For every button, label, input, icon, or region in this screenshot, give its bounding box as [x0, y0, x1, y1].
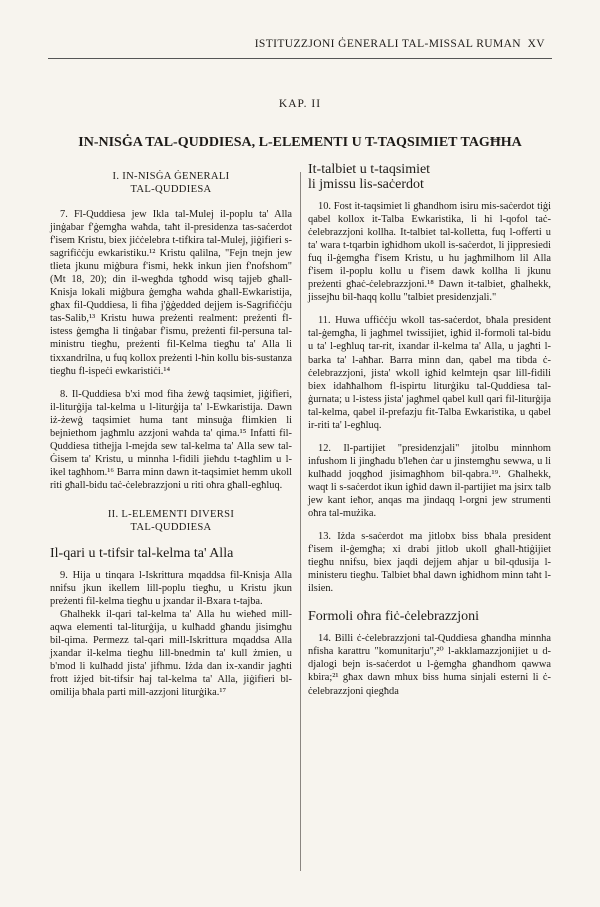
- paragraph-9a: 9. Hija u tinqara l-Iskrittura mqaddsa fil-Knisja Alla nnifsu jkun ikellem lill-poplu tiegħu, u Kristu jkun preżenti fil-kelma tiegħu u jxandar il-Bxara t-tajba.: [50, 569, 292, 608]
- paragraph-11: 11. Huwa uffiċċju wkoll tas-saċerdot, bħala president tal-ġemgħa, li jagħmel twissijiet, igħid il-formoli tal-bidu u ta' l-egħluq tar-rit, ixandar il-kelma ta' Alla, u jagħti l-barka ta' l-aħħar. Barra minn dan, qabel ma tibda ċ-ċelebrazzjoni, jista' wkoll igħid kelmtejn qsar lill-fidili biex idaħħalhom fl-ispirtu liturġiku tal-Quddiesa tal-ġurnata; u l-istess jista' jagħmel qabel kull qari fil-liturġija tal-kelma, qabel il-prefazju fit-Talba Ewkaristika, u qabel ir-riti ta' l-egħluq.: [308, 315, 551, 431]
- chapter-label: KAP. II: [278, 98, 322, 110]
- paragraph-14: 14. Billi ċ-ċelebrazzjoni tal-Quddiesa għandha minnha nfisha karattru "komunitarju",²⁰ l-akklamazzjonijiet u d-djalogi bejn is-saċerdot u l-ġemgħa għandhom qawwa kbira;²¹ għax dawn mhux biss huma sinjali esterni li ċ-ċelebrazzjoni qiegħda: [308, 633, 551, 697]
- section-heading-1: I. IN-NISĠA ĠENERALI TAL-QUDDIESA: [112, 171, 230, 195]
- chapter-title: IN-NISĠA TAL-QUDDIESA, L-ELEMENTI U T-TAQSIMIET TAGĦHA: [78, 135, 522, 150]
- right-column: [308, 162, 551, 708]
- paragraph-10: 10. Fost it-taqsimiet li għandhom isiru mis-saċerdot tiġi qabel kollox it-Talba Ewkaristika, li hi l-qofol taċ-ċelebrazzjoni kollha. It-talbiet tal-kolletta, fuq l-offerti u ta' wara t-tqarbin igħidhom ukoll is-saċerdot, li jippresiedi fuq il-ġemgħa f'isem Kristu, u hu jagħmilhom lil Alla f'isem il-poplu kollu u f'isem dawk kollha li jkunu preżenti għaċ-ċelebrazzjoni.¹⁸ Dawn it-talbiet, għalhekk, jissejħu bil-ħaqq kollu "talbiet presidenzjali.": [308, 201, 551, 304]
- subheading-reading: Il-qari u t-tifsir tal-kelma ta' Alla: [50, 545, 234, 561]
- header-rule: [48, 58, 552, 59]
- paragraph-12: 12. Il-partijiet "presidenzjali" jitolbu minnhom infushom li jingħadu b'leħen ċar u jinstemgħu sewwa, u li kulħadd joqgħod jisimagħhom bil-qabra.¹⁹. Għalhekk, waqt li s-saċerdot ikun igħid dawn il-partijiet ma jsirx talb jew kant ieħor, anqas ma jindaqq l-orgni jew strumenti oħra tal-mużika.: [308, 442, 551, 520]
- paragraph-9b: Għalhekk il-qari tal-kelma ta' Alla hu wieħed mill-aqwa elementi tal-liturġija, u kulħadd għandu jisimgħu bil-qima. Permezz tal-qari mill-Iskrittura mqaddsa Alla jxandar il-kelma tiegħu lill-bnedmin ta' kull żmien, u b'mod li kulħadd jista' jifhmu. Iżda dan ix-xandir jagħti frott iżjed bit-tifsir ħaj tal-kelma ta' Alla, jiġifieri bl-omilija bħala parti mill-azzjoni liturġika.¹⁷: [50, 609, 292, 699]
- page-number: XV: [527, 38, 545, 50]
- running-title: ISTITUZZJONI ĠENERALI TAL-MISSAL RUMAN: [254, 38, 522, 50]
- subheading-formulas: Formoli oħra fiċ-ċelebrazzjoni: [308, 609, 480, 625]
- subheading-prayers: It-talbiet u t-taqsimiet li jmissu lis-saċerdot: [308, 162, 431, 192]
- left-column: [50, 170, 292, 709]
- running-head: [250, 38, 545, 50]
- paragraph-7: 7. Fl-Quddiesa jew Ikla tal-Mulej il-poplu ta' Alla jinġabar f'ġemgħa waħda, taħt il-presidenza tas-saċerdot f'isem Kristu, biex jiċċelebra t-tifkira tal-Mulej, jiġifieri s-sagrifiċċju ewkaristiku.¹² Kristu qalilna, "Fejn tnejn jew tlieta jkunu miġbura f'ismi, hekk inkun jien f'nofshom" (Mt 18, 20); din il-wegħda tgħodd wisq tajjeb għall-Knisja lokali miġbura ġemgħa waħda għall-Ewkaristija, għax fil-Quddiesa, li fiha j'ġġedded dejjem is-Sagrifiċċju tas-Salib,¹³ Kristu huwa preżenti realment: preżenti fl-istess ġemgħa li tinġabar f'ismu, preżenti fil-persuna tal-ministru tiegħu, preżenti fil-Kelma tiegħu ta' Alla li tixxandrilna, u fuq kollox preżenti l-ħin kollu bis-sustanza tiegħu fl-ispeċi ewkaristiċi.¹⁴: [50, 209, 292, 377]
- section-heading-2: II. L-ELEMENTI DIVERSI TAL-QUDDIESA: [107, 508, 235, 533]
- column-divider: [300, 172, 301, 871]
- paragraph-13: 13. Iżda s-saċerdot ma jitlobx biss bħala president f'isem il-ġemgħa; xi drabi jitlob ukoll għall-ħtiġijiet tiegħu nnifsu, biex jaqdi dejjem aħjar u bil-qdusija l-ministeru tiegħu. Talbiet bħal dawn igħidhom minn taħt l-ilsien.: [308, 531, 551, 595]
- paragraph-8: 8. Il-Quddiesa b'xi mod fiha żewġ taqsimiet, jiġifieri, il-liturġija tal-kelma u l-liturġija ta' l-Ewkaristija. Dawn iż-żewġ taqsimiet huma tant minsuġa flimkien li bejniethom jagħmlu azzjoni waħda ta' qima.¹⁵ Infatti fil-Quddiesa tithejja l-mejda sew tal-kelma ta' Alla sew tal-Ġisem ta' Kristu, u minnha l-fidili jieħdu t-tagħlim u l-ikel tagħhom.¹⁶ Barra minn dawn it-taqsimiet hemm ukoll riti għall-bidu taċ-ċelebrazzjoni u riti oħra għall-egħluq.: [50, 388, 292, 491]
